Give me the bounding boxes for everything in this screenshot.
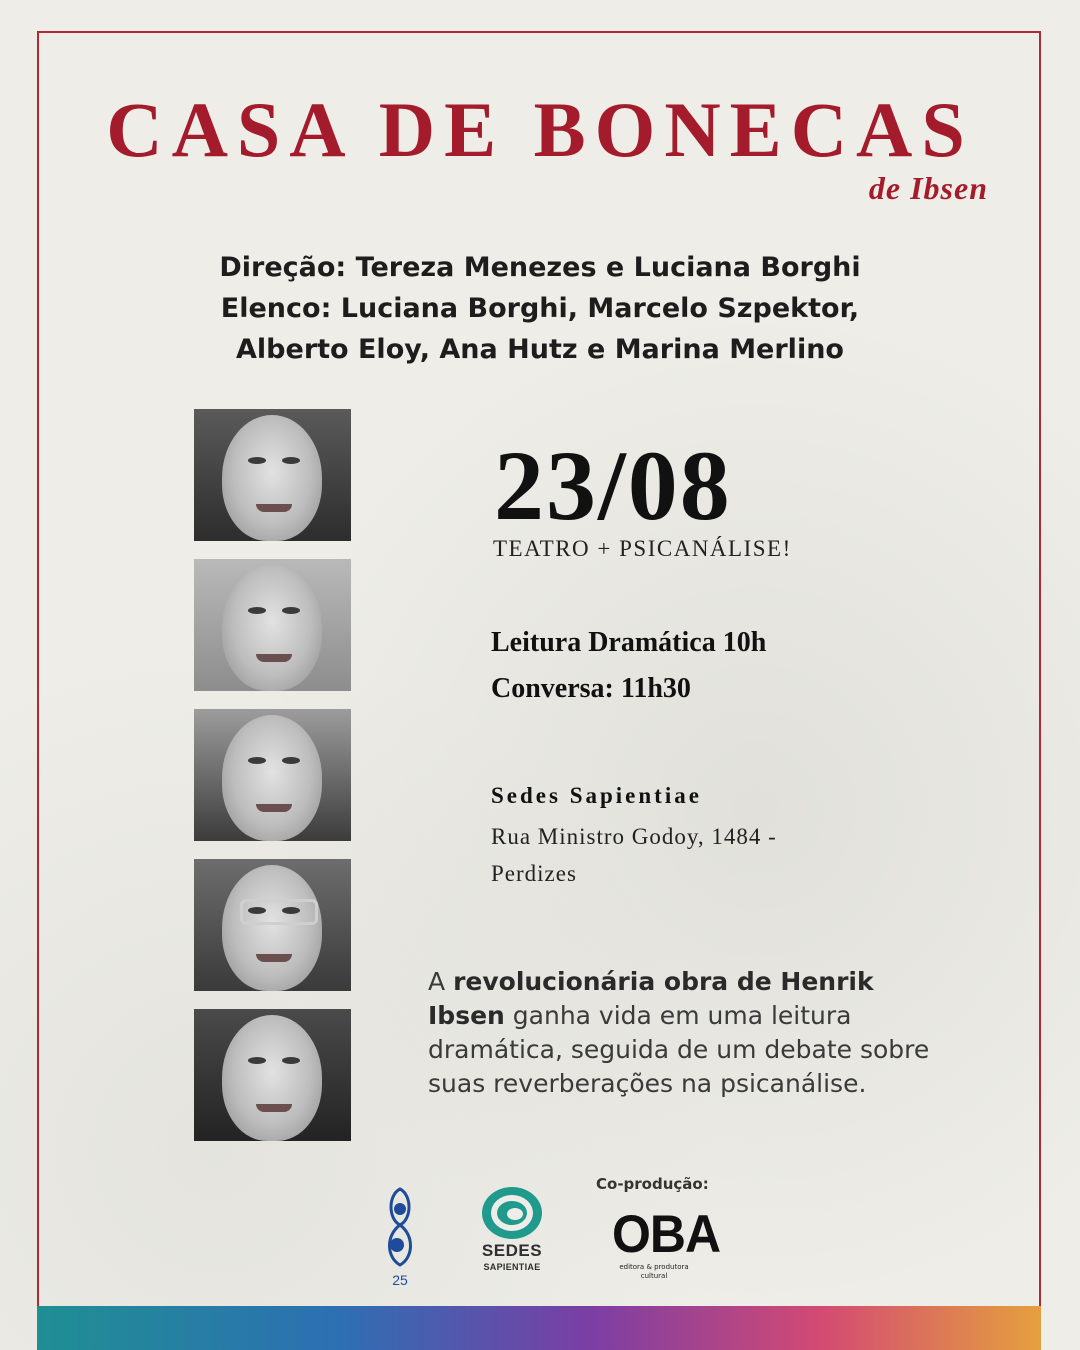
description-rest: ganha vida em uma leitura dramática, seguida de um debate sobre suas reverberações na psicanálise. bbox=[428, 1001, 930, 1098]
coproduction-label: Co-produção: bbox=[596, 1175, 709, 1193]
venue-address-line-2: Perdizes bbox=[491, 861, 577, 886]
cast-photo bbox=[194, 859, 351, 991]
schedule-talk: Conversa: 11h30 bbox=[491, 673, 691, 704]
oba-logo-sub: editora & produtora cultural bbox=[619, 1263, 689, 1280]
venue-address-line-1: Rua Ministro Godoy, 1484 - bbox=[491, 824, 777, 849]
poster-subtitle: de Ibsen bbox=[868, 170, 988, 206]
credits-direction: Direção: Tereza Menezes e Luciana Borghi bbox=[219, 252, 861, 283]
venue-address bbox=[491, 818, 777, 892]
oba-logo: OBA bbox=[612, 1204, 721, 1264]
credits-cast-line-2: Alberto Eloy, Ana Hutz e Marina Merlino bbox=[236, 334, 844, 365]
logos-row bbox=[0, 1175, 1080, 1295]
cast-photo bbox=[194, 1009, 351, 1141]
credits-block bbox=[0, 247, 1080, 370]
event-date: 23/08 bbox=[494, 430, 732, 541]
rainbow-bar bbox=[37, 1306, 1041, 1350]
cast-photo bbox=[194, 559, 351, 691]
event-schedule bbox=[491, 620, 766, 712]
sedes-logo bbox=[480, 1185, 544, 1285]
cast-photo bbox=[194, 409, 351, 541]
anniversary-logo-caption: 25 bbox=[392, 1272, 408, 1288]
sedes-swirl-icon bbox=[480, 1185, 544, 1241]
credits-cast-line-1: Elenco: Luciana Borghi, Marcelo Szpektor, bbox=[220, 293, 860, 324]
event-description bbox=[428, 965, 948, 1101]
description-bold: revolucionária obra de Henrik Ibsen bbox=[428, 967, 874, 1030]
sedes-logo-sub: SAPIENTIAE bbox=[483, 1262, 541, 1272]
schedule-reading: Leitura Dramática 10h bbox=[491, 627, 767, 658]
description-prefix: A bbox=[428, 967, 454, 996]
poster-title: CASA DE BONECAS bbox=[106, 86, 974, 173]
venue-name: Sedes Sapientiae bbox=[491, 783, 702, 808]
anniversary-logo bbox=[382, 1185, 418, 1290]
cast-photos bbox=[194, 409, 351, 1141]
cast-photo bbox=[194, 709, 351, 841]
event-tagline: TEATRO + PSICANÁLISE! bbox=[493, 536, 792, 561]
sedes-logo-name: SEDES bbox=[481, 1241, 543, 1260]
